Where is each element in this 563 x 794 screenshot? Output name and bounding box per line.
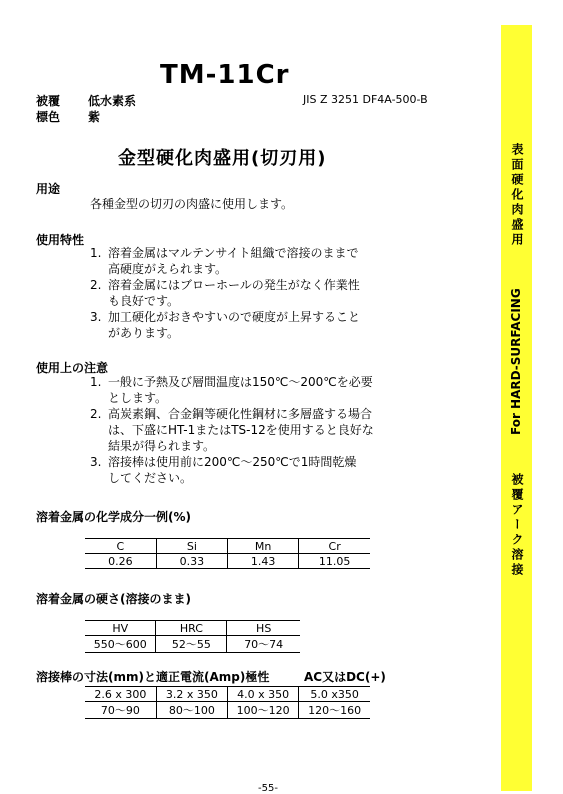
sizes-polarity: AC又はDC(+) [304, 670, 386, 684]
features-list [90, 245, 490, 341]
chem-value-cr: 11.05 [318, 554, 351, 568]
chem-heading: 溶着金属の化学成分一例(%) [36, 510, 191, 524]
cautions-item: 2. 高炭素鋼、合金鋼等硬化性鋼材に多層盛する場合 [90, 407, 373, 421]
size-current: 100～120 [228, 702, 299, 719]
chem-value-mn: 1.43 [228, 554, 299, 569]
features-item: 3. 加工硬化がおきやすいので硬度が上昇すること [90, 310, 361, 324]
uses-heading: 用途 [36, 182, 61, 196]
uses-text: 各種金型の切刃の肉盛に使用します。 [90, 197, 294, 211]
cautions-item-cont: とします。 [108, 391, 168, 405]
hardness-header-hrc: HRC [156, 621, 227, 636]
cautions-item: 3. 溶接棒は使用前に200℃～250℃で1時間乾燥 [90, 455, 357, 469]
hardness-value-hv: 550～600 [85, 636, 156, 653]
jis-standard: JIS Z 3251 DF4A-500-B [303, 93, 428, 106]
sizes-table [85, 686, 370, 719]
chem-header-mn: Mn [228, 539, 299, 554]
sidebar-english: For HARD-SURFACING [509, 288, 523, 435]
category-sidebar [501, 25, 532, 791]
hardness-value-hs: 70～74 [244, 638, 284, 651]
coating-label: 被覆 [36, 94, 61, 108]
product-title: TM-11Cr [160, 60, 290, 90]
chem-table [85, 538, 370, 569]
features-item-cont: があります。 [108, 326, 180, 340]
sidebar-category: 表面硬化肉盛用 [510, 143, 524, 248]
cautions-list [90, 374, 490, 486]
hardness-header-hs: HS [256, 621, 272, 635]
chem-header-cr: Cr [328, 539, 341, 553]
color-value: 紫 [88, 110, 101, 124]
size-dim: 5.0 x350 [310, 687, 359, 701]
coating-value: 低水素系 [88, 94, 137, 108]
features-item: 2. 溶着金属にはブローホールの発生がなく作業性 [90, 278, 360, 292]
chem-header-c: C [85, 539, 156, 554]
cautions-item-cont: 結果が得られます。 [108, 439, 216, 453]
color-label: 標色 [36, 110, 61, 124]
hardness-heading: 溶着金属の硬さ(溶接のまま) [36, 592, 191, 606]
features-item-cont: 高硬度がえられます。 [108, 262, 228, 276]
subtitle: 金型硬化肉盛用(切刃用) [118, 148, 327, 169]
hardness-value-hrc: 52～55 [156, 636, 227, 653]
page-number: -55- [258, 783, 278, 794]
chem-header-si: Si [156, 539, 227, 554]
size-current: 120～160 [308, 704, 362, 717]
size-current: 70～90 [85, 702, 156, 719]
size-dim: 4.0 x 350 [228, 687, 299, 702]
cautions-item-cont: は、下盛にHT-1またはTS-12を使用すると良好な [108, 423, 374, 437]
cautions-heading: 使用上の注意 [36, 361, 109, 375]
size-dim: 2.6 x 300 [85, 687, 156, 702]
sizes-heading: 溶接棒の寸法(mm)と適正電流(Amp)極性 [36, 670, 270, 684]
chem-value-c: 0.26 [85, 554, 156, 569]
chem-value-si: 0.33 [156, 554, 227, 569]
sidebar-process: 被覆アーク溶接 [510, 473, 524, 578]
features-item: 1. 溶着金属はマルテンサイト組織で溶接のままで [90, 246, 359, 260]
hardness-table [85, 620, 300, 653]
features-item-cont: も良好です。 [108, 294, 180, 308]
cautions-item-cont: してください。 [108, 471, 193, 485]
cautions-item: 1. 一般に予熱及び層間温度は150℃～200℃を必要 [90, 375, 373, 389]
size-current: 80～100 [156, 702, 227, 719]
hardness-header-hv: HV [85, 621, 156, 636]
features-heading: 使用特性 [36, 233, 85, 247]
size-dim: 3.2 x 350 [156, 687, 227, 702]
